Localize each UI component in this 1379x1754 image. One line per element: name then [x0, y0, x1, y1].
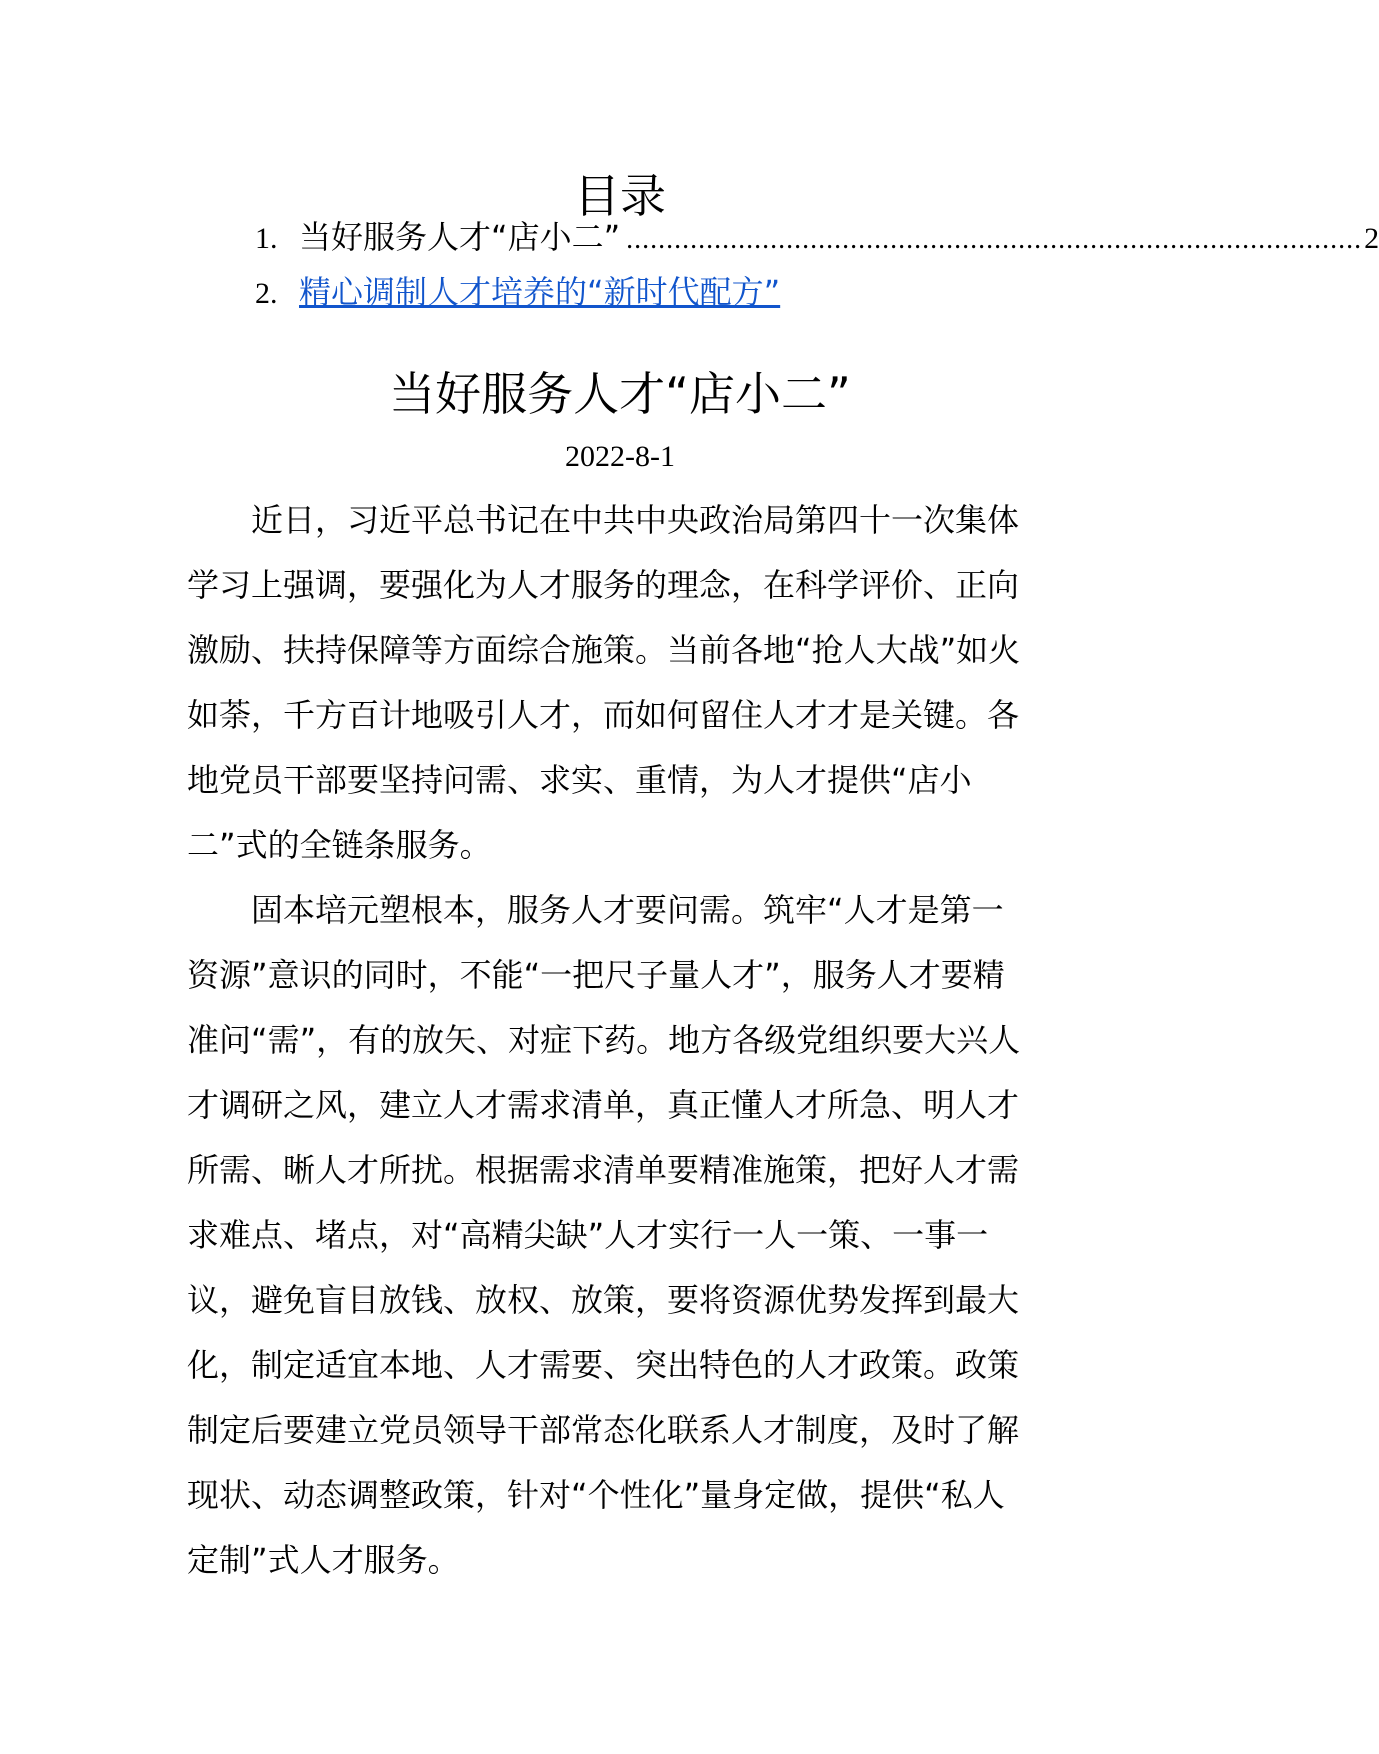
toc-entry-number: 1.: [255, 222, 278, 255]
toc-page-number: 2: [1364, 222, 1379, 255]
toc-entry-link[interactable]: 精心调制人才培养的“新时代配方”: [299, 273, 781, 311]
article-paragraph-1: 近日，习近平总书记在中共中央政治局第四十一次集体学习上强调，要强化为人才服务的理念，在科学评价、正向激励、扶持保障等方面综合施策。当前各地“抢人大战”如火如荼，千方百计地吸引人才，而如何留住人才才是关键。各地党员干部要坚持问需、求实、重情，为人才提供“店小二”式的全链条服务。: [187, 501, 1021, 864]
article-date: 2022-8-1: [565, 440, 675, 473]
toc-entry-number: 2.: [255, 277, 278, 310]
toc-entry-text[interactable]: 当好服务人才“店小二”: [299, 218, 621, 256]
article-paragraph-2: 固本培元塑根本，服务人才要问需。筑牢“人才是第一资源”意识的同时，不能“一把尺子量人才”，服务人才要精准问“需”，有的放矢、对症下药。地方各级党组织要大兴人才调研之风，建立人才需求清单，真正懂人才所急、明人才所需、晰人才所扰。根据需求清单要精准施策，把好人才需求难点、堵点，对“高精尖缺”人才实行一人一策、一事一议，避免盲目放钱、放权、放策，要将资源优势发挥到最大化，制定适宜本地、人才需要、突出特色的人才政策。政策制定后要建立党员领导干部常态化联系人才制度，及时了解现状、动态调整政策，针对“个性化”量身定做，提供“私人定制”式人才服务。: [187, 891, 1021, 1579]
toc-entry-2[interactable]: [255, 270, 1055, 314]
toc-title: 目录: [574, 169, 666, 223]
article-title: 当好服务人才“店小二”: [389, 367, 851, 421]
toc-dot-leader: ............................................................................................: [626, 224, 1363, 255]
toc-entry-1[interactable]: [255, 215, 1379, 259]
